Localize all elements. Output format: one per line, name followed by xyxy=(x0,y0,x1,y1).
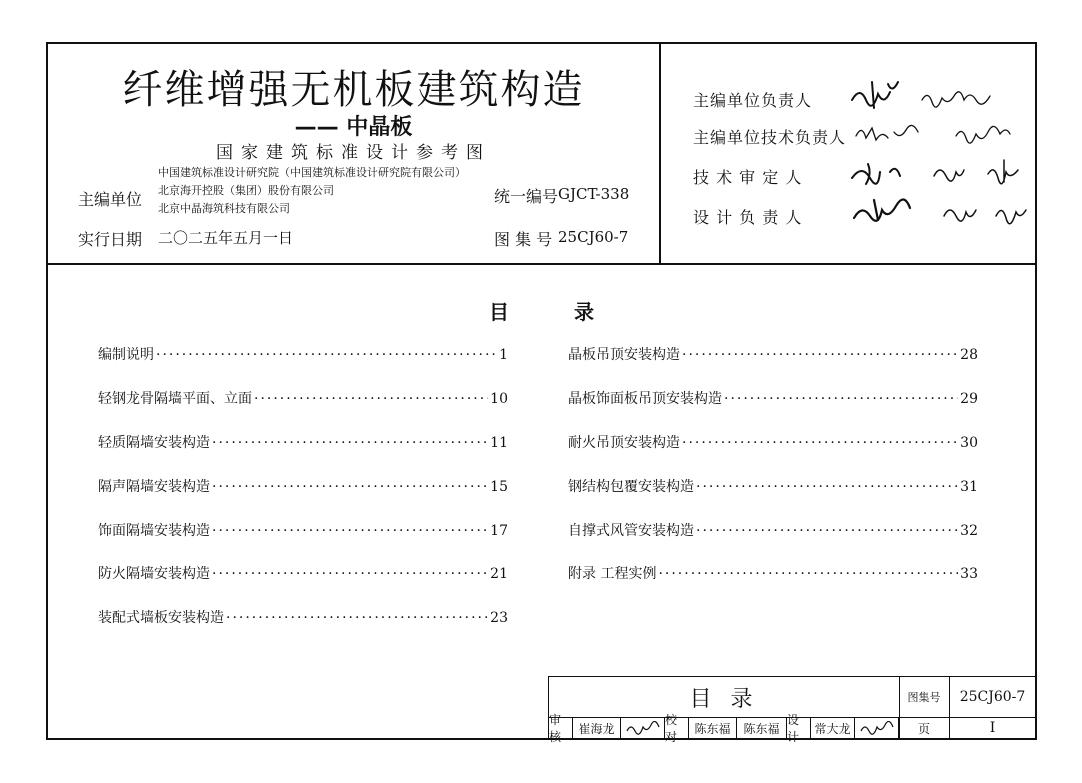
signature-area xyxy=(848,78,1038,228)
editor-label: 主编单位 xyxy=(78,190,143,209)
toc-item-title: 自撑式风管安装构造 xyxy=(568,523,694,539)
toc-item[interactable] xyxy=(98,520,508,540)
signature-scribble xyxy=(922,92,990,107)
toc-item-title: 饰面隔墙安装构造 xyxy=(98,523,210,539)
toc-item-title: 轻钢龙骨隔墙平面、立面 xyxy=(98,391,252,407)
toc-item[interactable] xyxy=(98,432,508,452)
editor-unit-3: 北京中晶海筑科技有限公司 xyxy=(158,202,290,215)
toc-leader-dots xyxy=(254,391,488,407)
effective-label: 实行日期 xyxy=(78,230,143,249)
resp-label-1: 主编单位负责人 xyxy=(693,91,813,110)
toc-item[interactable] xyxy=(98,563,508,583)
toc-item-title: 晶板饰面板吊顶安装构造 xyxy=(568,391,722,407)
toc-item-page: 29 xyxy=(960,391,978,407)
toc-item-page: 11 xyxy=(490,435,508,451)
toc-item-page: 15 xyxy=(490,479,508,495)
toc-leader-dots xyxy=(212,435,488,451)
unified-no: GJCT-338 xyxy=(558,185,630,203)
title-block-atlas-label: 图集号 xyxy=(907,691,941,704)
toc-item[interactable] xyxy=(98,388,508,408)
toc-item-page: 17 xyxy=(490,523,508,539)
toc-leader-dots xyxy=(724,391,958,407)
toc-item-page: 31 xyxy=(960,479,978,495)
toc-item-title: 钢结构包覆安装构造 xyxy=(568,479,694,495)
toc-leader-dots xyxy=(696,479,958,495)
checker-name: 陈东福 xyxy=(689,717,737,739)
toc-item-title: 装配式墙板安装构造 xyxy=(98,610,224,626)
toc-item[interactable] xyxy=(98,607,508,627)
resp-label-3: 技 术 审 定 人 xyxy=(693,168,803,187)
unified-no-label: 统一编号 xyxy=(494,187,559,206)
toc-item[interactable] xyxy=(568,432,978,452)
main-title: 纤维增强无机板建筑构造 xyxy=(122,67,585,113)
toc-item[interactable] xyxy=(568,563,978,583)
title-block-atlas-value: 25CJ60-7 xyxy=(959,689,1026,705)
toc-item-page: 28 xyxy=(960,347,978,363)
header-divider-vertical xyxy=(659,44,661,264)
signature-scribble xyxy=(934,170,964,181)
signature-scribble xyxy=(852,164,900,184)
designer-name: 常大龙 xyxy=(811,717,855,739)
toc-leader-dots xyxy=(212,523,488,539)
toc-item-page: 1 xyxy=(499,347,508,363)
resp-label-2: 主编单位技术负责人 xyxy=(693,128,847,147)
toc-leader-dots xyxy=(682,347,958,363)
toc-item-title: 耐火吊顶安装构造 xyxy=(568,435,680,451)
review-label: 审核 xyxy=(549,717,573,739)
header-left xyxy=(48,44,659,264)
toc-item[interactable] xyxy=(98,476,508,496)
check-label: 校对 xyxy=(665,717,689,739)
toc-leader-dots xyxy=(226,610,488,626)
toc-item-page: 10 xyxy=(490,391,508,407)
sub-title: —— 中晶板 xyxy=(294,115,413,140)
toc-item[interactable] xyxy=(98,344,508,364)
signature-scribble xyxy=(956,126,1010,143)
resp-label-4: 设 计 负 责 人 xyxy=(693,208,803,227)
toc-item-title: 隔声隔墙安装构造 xyxy=(98,479,210,495)
toc-item[interactable] xyxy=(568,520,978,540)
page-label: 页 xyxy=(917,721,930,736)
header-divider-horizontal xyxy=(48,263,1035,265)
signature-scribble xyxy=(856,125,918,140)
toc-item-title: 防火隔墙安装构造 xyxy=(98,566,210,582)
signature-scribble xyxy=(944,210,976,221)
title-block xyxy=(548,676,1036,744)
toc-item-title: 轻质隔墙安装构造 xyxy=(98,435,210,451)
toc-leader-dots xyxy=(658,566,958,582)
editor-unit-2: 北京海开控股（集团）股份有限公司 xyxy=(158,184,334,197)
toc-item[interactable] xyxy=(568,476,978,496)
atlas-no-label: 图 集 号 xyxy=(494,230,553,249)
designer-signature xyxy=(855,717,899,739)
toc-item-title: 晶板吊顶安装构造 xyxy=(568,347,680,363)
toc-item-page: 30 xyxy=(960,435,978,451)
toc-leader-dots xyxy=(696,523,958,539)
atlas-no: 25CJ60-7 xyxy=(558,228,629,246)
toc-heading-left: 目 xyxy=(489,300,509,324)
signature-scribble xyxy=(996,210,1026,224)
toc-heading-right: 录 xyxy=(574,300,594,324)
checker-signature: 陈东福 xyxy=(737,717,787,739)
page-value: I xyxy=(989,720,996,736)
title-block-title: 目 录 xyxy=(689,686,759,712)
signature-scribble xyxy=(854,199,910,220)
toc-leader-dots xyxy=(212,566,488,582)
toc-leader-dots xyxy=(212,479,488,495)
toc-item[interactable] xyxy=(568,388,978,408)
toc-item-page: 21 xyxy=(490,566,508,582)
toc-leader-dots xyxy=(682,435,958,451)
series-title: 国家建筑标准设计参考图 xyxy=(216,143,491,163)
toc-item-title: 附录 工程实例 xyxy=(568,566,657,582)
signature-scribble xyxy=(852,82,898,108)
reviewer-name: 崔海龙 xyxy=(573,717,621,739)
editor-unit-1: 中国建筑标准设计研究院（中国建筑标准设计研究院有限公司） xyxy=(158,166,466,179)
toc-item-page: 23 xyxy=(490,610,508,626)
toc-item-title: 编制说明 xyxy=(98,347,154,363)
effective-date: 二〇二五年五月一日 xyxy=(158,229,294,247)
signature-scribble xyxy=(988,160,1018,184)
toc-item-page: 33 xyxy=(960,566,978,582)
design-label: 设计 xyxy=(787,717,811,739)
toc-leader-dots xyxy=(156,347,497,363)
reviewer-signature xyxy=(621,717,665,739)
toc-item-page: 32 xyxy=(960,523,978,539)
toc-item[interactable] xyxy=(568,344,978,364)
